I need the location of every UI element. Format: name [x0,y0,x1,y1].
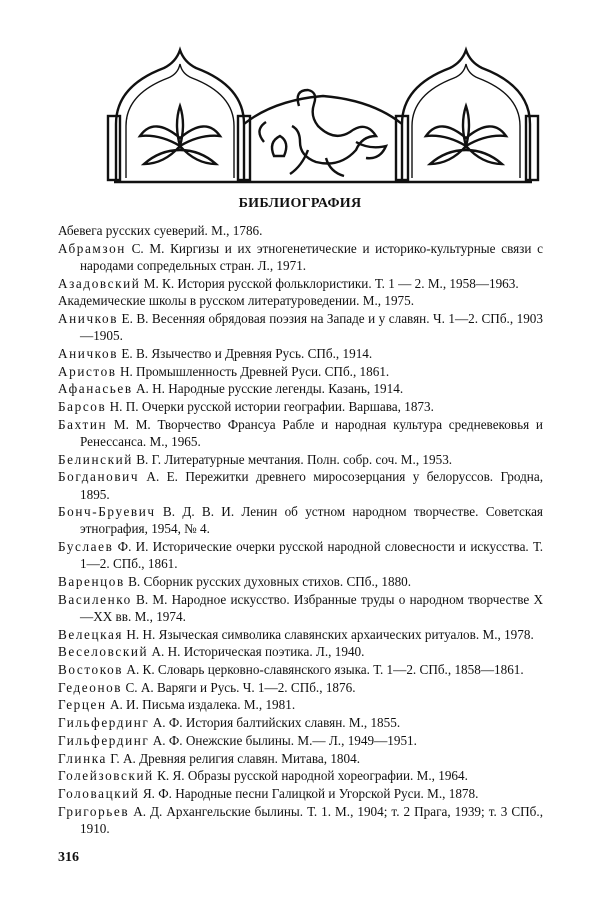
bibliography-entry [58,714,543,731]
entry-text: А. Н. Историческая поэтика. Л., 1940. [148,644,365,660]
entry-text: Е. В. Весенняя обрядовая поэзия на Западе и у славян. Ч. 1—2. СПб., 1903—1905. [80,311,543,344]
entry-author: Афанасьев [58,381,133,397]
entry-author: Буслаев [58,539,114,555]
entry-author: Азадовский [58,275,141,291]
bibliography-entry [58,750,543,767]
entry-author: Бонч-Бруевич [58,504,156,520]
bibliography-entry [58,240,543,274]
entry-text: А. К. Словарь церковно-славянского языка. Т. 1—2. СПб., 1858—1861. [123,662,524,678]
bibliography-entry [58,538,543,572]
bibliography-entry [58,767,543,784]
entry-text: Н. П. Очерки русской истории географии. Варшава, 1873. [106,399,434,415]
entry-author: Голейзовский [58,768,154,784]
entry-text: А. Ф. История балтийских славян. М., 1855. [149,715,401,731]
entry-text: С. А. Варяги и Русь. Ч. 1—2. СПб., 1876. [122,679,356,695]
bibliography-entry [58,292,543,309]
entry-author: Головацкий [58,786,140,801]
bibliography-entry [58,626,543,643]
bibliography-entry [58,573,543,590]
entry-author: Аничков [58,311,119,327]
entry-author: Гильфердинг [58,715,150,731]
entry-author: Варенцов [58,574,125,590]
entry-text: А. Н. Народные русские легенды. Казань, 1914. [132,381,404,397]
bibliography-entry [58,275,543,292]
page-number: 316 [58,850,79,865]
bibliography-entry [58,222,543,239]
entry-text: К. Я. Образы русской народной хореографии. М., 1964. [153,768,468,784]
entry-text: Е. В. Язычество и Древняя Русь. СПб., 1914. [118,345,373,361]
bibliography-entry [58,643,543,660]
entry-text: М. М. Творчество Франсуа Рабле и народная культура средневековья и Ренессанса. М., 1965. [80,416,543,449]
bibliography-entry [58,785,543,802]
entry-text: В. М. Народное искусство. Избранные труды о народном творчестве X—XX вв. М., 1974. [80,591,543,624]
entry-text: А. Д. Архангельские былины. Т. 1. М., 1904; т. 2 Прага, 1939; т. 3 СПб., 1910. [80,803,543,836]
bibliography-entry [58,503,543,537]
entry-author: Бахтин [58,416,108,432]
entry-author: Востоков [58,662,124,678]
entry-author: Аристов [58,363,117,379]
entry-text: Ф. И. Исторические очерки русской народной словесности и искусства. Т. 1—2. СПб., 1861. [80,539,543,572]
bibliography-list [58,222,543,838]
entry-text: Н. Промышленность Древней Руси. СПб., 1861. [116,363,390,379]
bibliography-entry [58,679,543,696]
entry-author: Белинский [58,451,133,467]
entry-text: А. Ф. Онежские былины. М.— Л., 1949—1951. [149,732,417,748]
entry-text: Я. Ф. Народные песни Галицкой и Угорской Руси. М., 1878. [139,786,479,801]
entry-text: В. Сборник русских духовных стихов. СПб., 1880. [124,574,412,590]
entry-text: Академические школы в русском литературоведении. М., 1975. [58,293,415,309]
entry-author: Григорьев [58,803,130,819]
page-title: БИБЛИОГРАФИЯ [238,196,362,211]
entry-text: В. Д. В. И. Ленин об устном народном творчестве. Советская этнография, 1954, № 4. [80,504,543,537]
bibliography-entry [58,803,543,837]
bibliography-entry [58,310,543,344]
decorative-headpiece-ornament [104,46,542,186]
entry-author: Василенко [58,591,132,607]
entry-author: Гильфердинг [58,732,150,748]
bibliography-entry [58,468,543,502]
entry-text: Абевега русских суеверий. М., 1786. [58,223,263,238]
bibliography-entry [58,345,543,362]
entry-author: Глинка [58,750,107,766]
entry-text: А. Е. Пережитки древнего миросозерцания у белоруссов. Гродна, 1895. [80,469,543,502]
entry-author: Герцен [58,697,107,713]
entry-text: Г. А. Древняя религия славян. Митава, 1804. [107,750,361,766]
entry-author: Гедеонов [58,679,123,695]
entry-author: Веселовский [58,644,149,660]
entry-text: В. Г. Литературные мечтания. Полн. собр. соч. М., 1953. [132,451,453,467]
entry-author: Абрамзон [58,240,126,256]
entry-text: С. М. Киргизы и их этногенетические и историко-культурные связи с народами сопредельных стран. Л., 1971. [80,240,543,273]
entry-text: Н. Н. Языческая символика славянских архаических ритуалов. М., 1978. [123,626,534,642]
entry-author: Богданович [58,469,140,485]
entry-text: М. К. История русской фольклористики. Т. 1 — 2. М., 1958—1963. [140,275,519,291]
entry-author: Аничков [58,345,119,361]
entry-author: Велецкая [58,626,124,642]
bibliography-entry [58,732,543,749]
bibliography-entry [58,380,543,397]
bibliography-entry [58,591,543,625]
bibliography-entry [58,363,543,380]
bibliography-entry [58,398,543,415]
bibliography-entry [58,451,543,468]
bibliography-entry [58,696,543,713]
bibliography-entry [58,416,543,450]
bibliography-entry [58,661,543,678]
entry-text: А. И. Письма издалека. М., 1981. [106,697,296,713]
entry-author: Барсов [58,399,107,415]
